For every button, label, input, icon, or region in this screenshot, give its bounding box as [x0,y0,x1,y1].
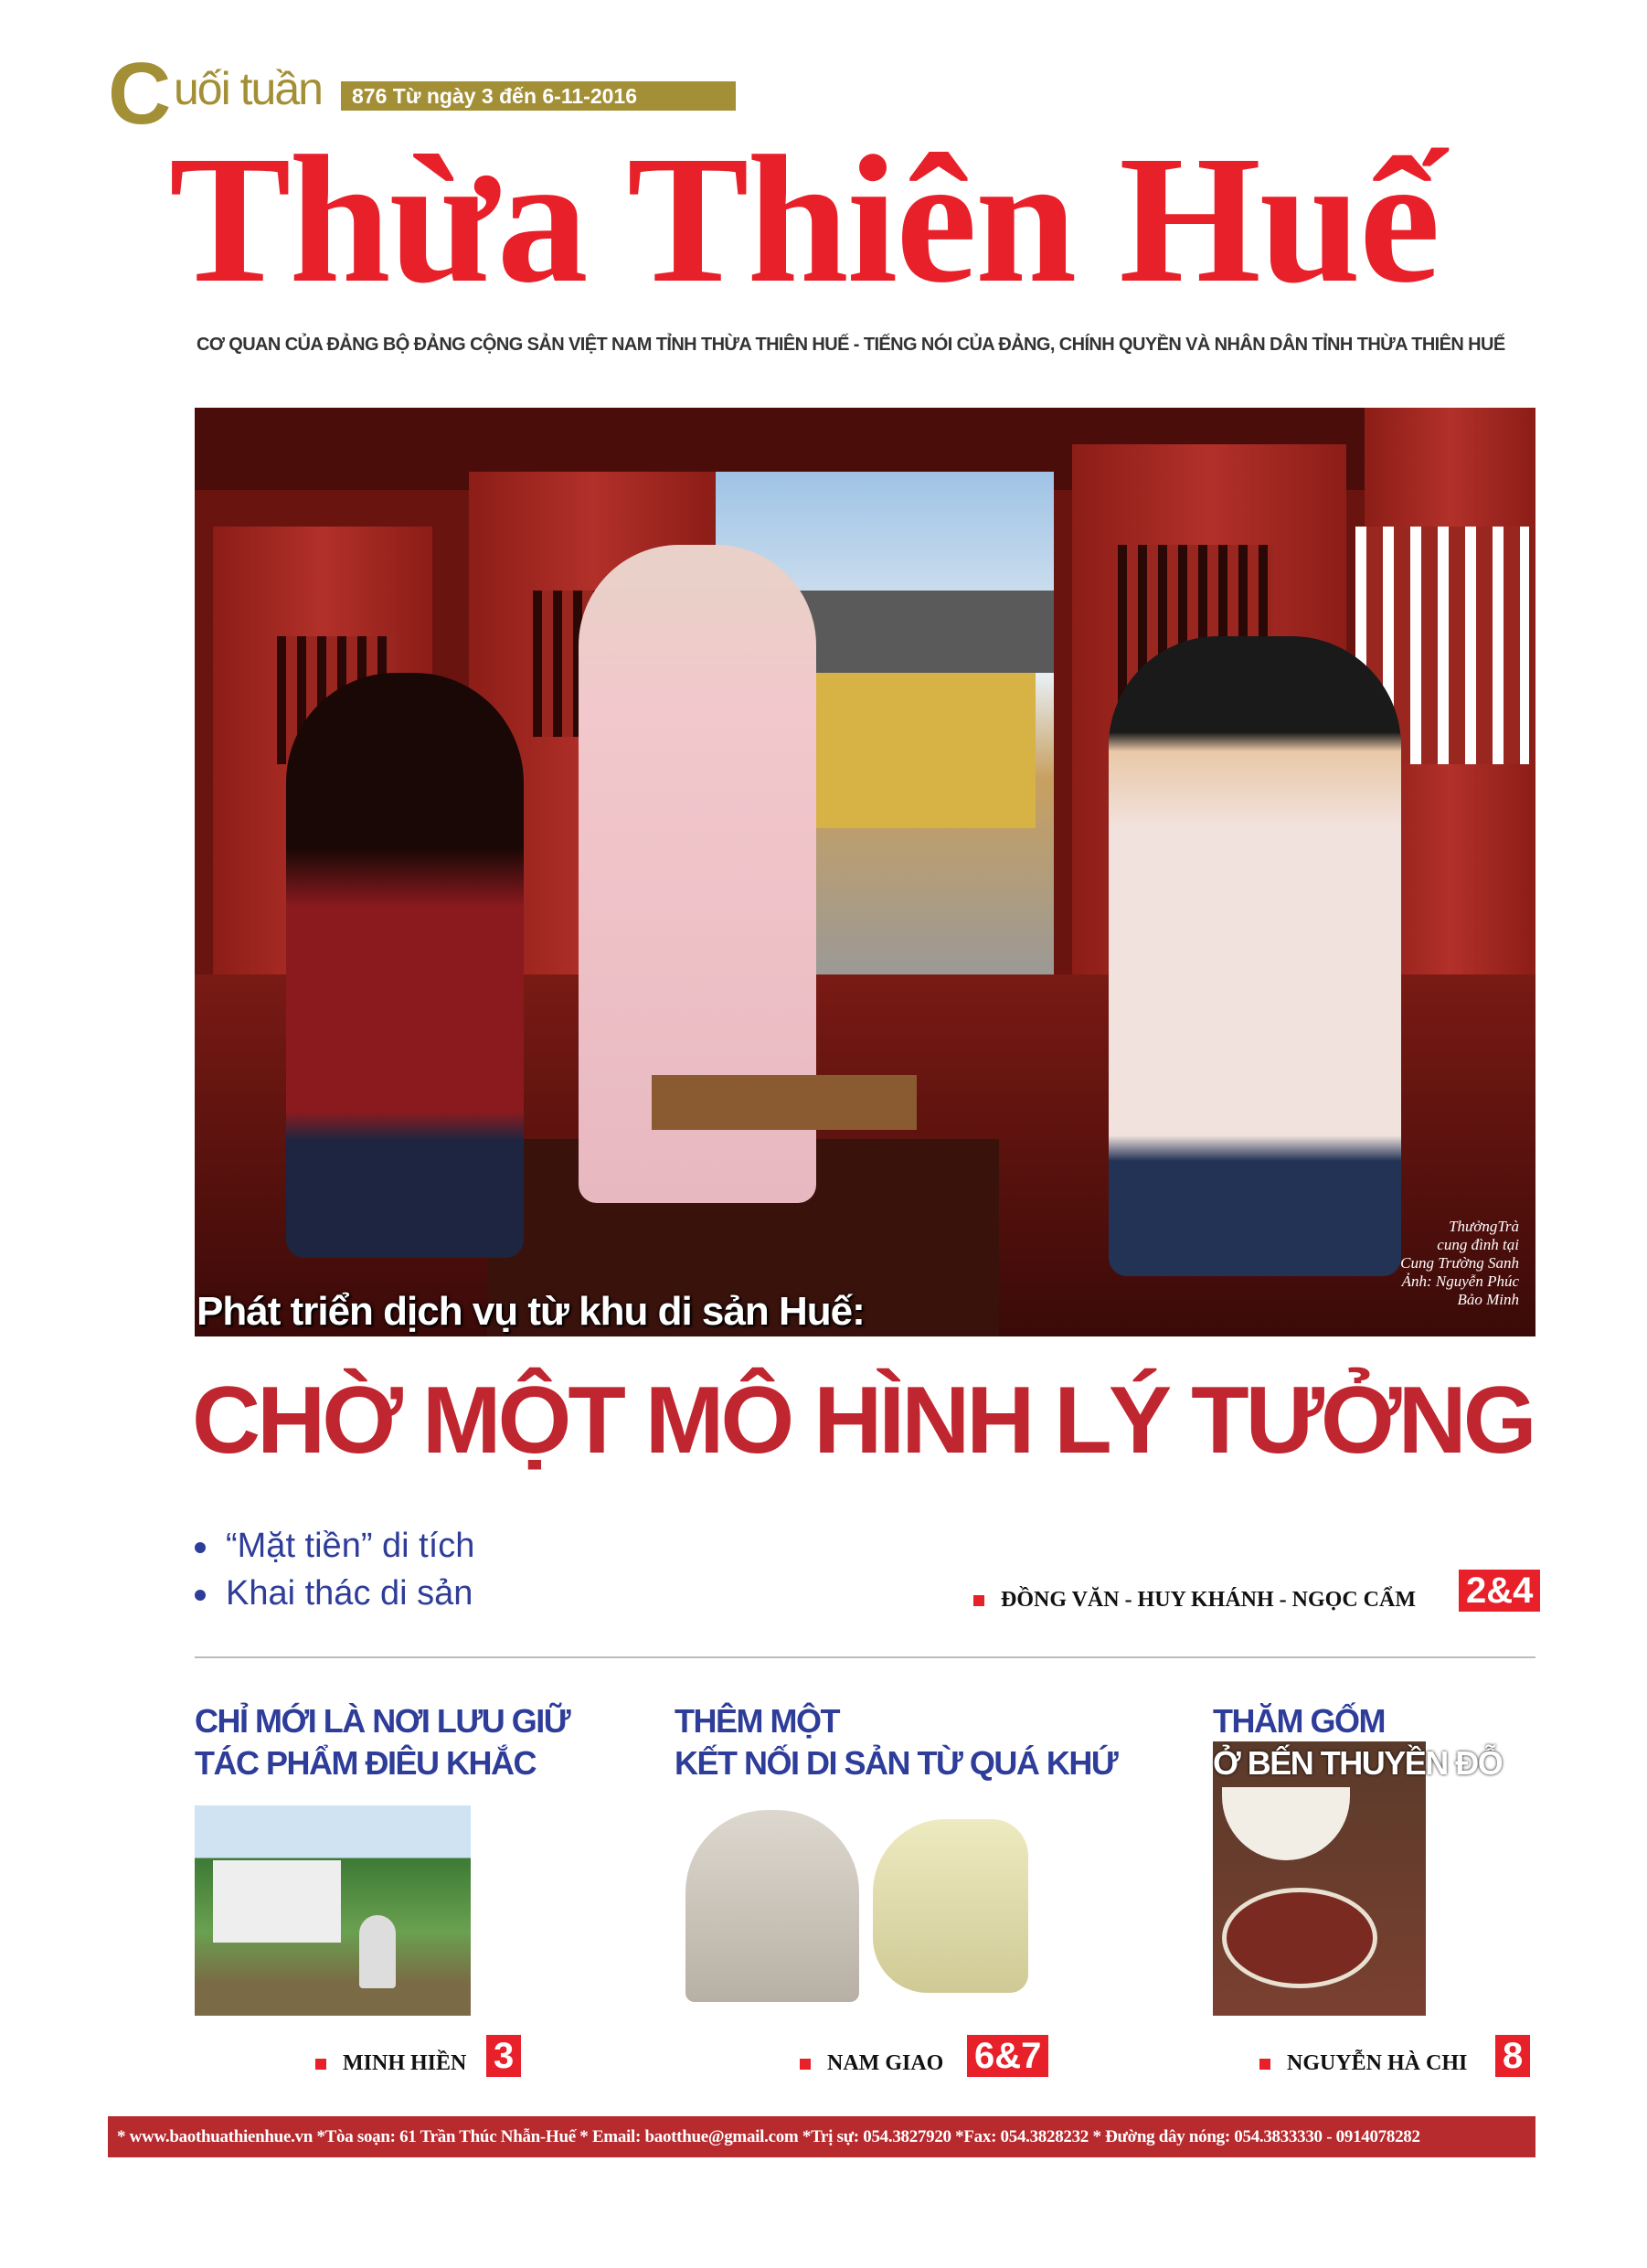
teaser-2-page-badge[interactable]: 6&7 [967,2035,1048,2077]
teaser-title-line: TÁC PHẨM ĐIÊU KHẮC [195,1744,536,1782]
teaser-3-title[interactable] [1213,1700,1533,1784]
photo-caption: ThưởngTrà cung đình tại Cung Trường Sanh Ảnh: Nguyễn Phúc Bảo Minh [1400,1218,1519,1308]
man-seated [1109,636,1401,1276]
teaser-2-image[interactable] [676,1801,1033,2002]
main-authors: ĐỒNG VĂN - HUY KHÁNH - NGỌC CẨM [973,1588,1416,1613]
edition-logo-text: uối tuần [174,63,322,114]
teaser-3-author: NGUYỄN HÀ CHI [1259,2051,1467,2076]
headline-kicker[interactable]: Phát triển dịch vụ từ khu di sản Huế: [197,1289,865,1334]
divider [195,1656,1535,1658]
masthead-tagline: CƠ QUAN CỦA ĐẢNG BỘ ĐẢNG CỘNG SẢN VIỆT NAM TỈNH THỪA THIÊN HUẾ - TIẾNG NÓI CỦA ĐẢNG, CHÍNH QUYỀN VÀ NHÂN DÂN TỈNH THỪA THIÊN HUẾ [197,335,1505,355]
tea-tray [652,1075,917,1130]
teaser-3-page-badge[interactable]: 8 [1495,2035,1530,2077]
woman-seated [286,673,524,1258]
main-headline[interactable]: CHỜ MỘT MÔ HÌNH LÝ TƯỞNG [192,1368,1534,1474]
teaser-1-author: MINH HIỀN [315,2051,466,2076]
teaser-1-page-badge[interactable]: 3 [486,2035,521,2077]
teaser-1-title[interactable] [195,1700,579,1784]
page-ref-badge[interactable]: 2&4 [1459,1570,1540,1612]
footer-contact-bar: * www.baothuathienhue.vn *Tòa soạn: 61 Trần Thúc Nhẫn-Huế * Email: baotthue@gmail.com *Trị sự: 054.3827920 *Fax: 054.3828232 * Đường dây nóng: 054.3833330 - 0914078282 [108,2116,1535,2157]
teaser-1-image[interactable] [195,1805,471,2016]
bullet-item[interactable]: “Mặt tiền” di tích [195,1527,474,1566]
issue-info: 876 Từ ngày 3 đến 6-11-2016 [341,81,736,111]
sculpture-figure [685,1810,859,2002]
edition-logo: C [108,45,172,143]
sculpture-dragon [873,1819,1028,1993]
cover-photo [195,408,1535,1336]
bullet-item[interactable]: Khai thác di sản [195,1574,473,1613]
teaser-title-line: THÊM MỘT [675,1702,839,1740]
teaser-2-author: NAM GIAO [800,2051,943,2076]
masthead-title: Thừa Thiên Huế [169,119,1439,321]
teaser-title-line: THĂM GỐM [1213,1702,1385,1740]
teaser-title-line: KẾT NỐI DI SẢN TỪ QUÁ KHỨ [675,1744,1118,1782]
teaser-2-title[interactable] [675,1700,1168,1784]
teaser-title-line: Ở BẾN THUYỀN ĐỖ [1213,1744,1503,1782]
teaser-title-line: CHỈ MỚI LÀ NƠI LƯU GIỮ [195,1702,570,1740]
